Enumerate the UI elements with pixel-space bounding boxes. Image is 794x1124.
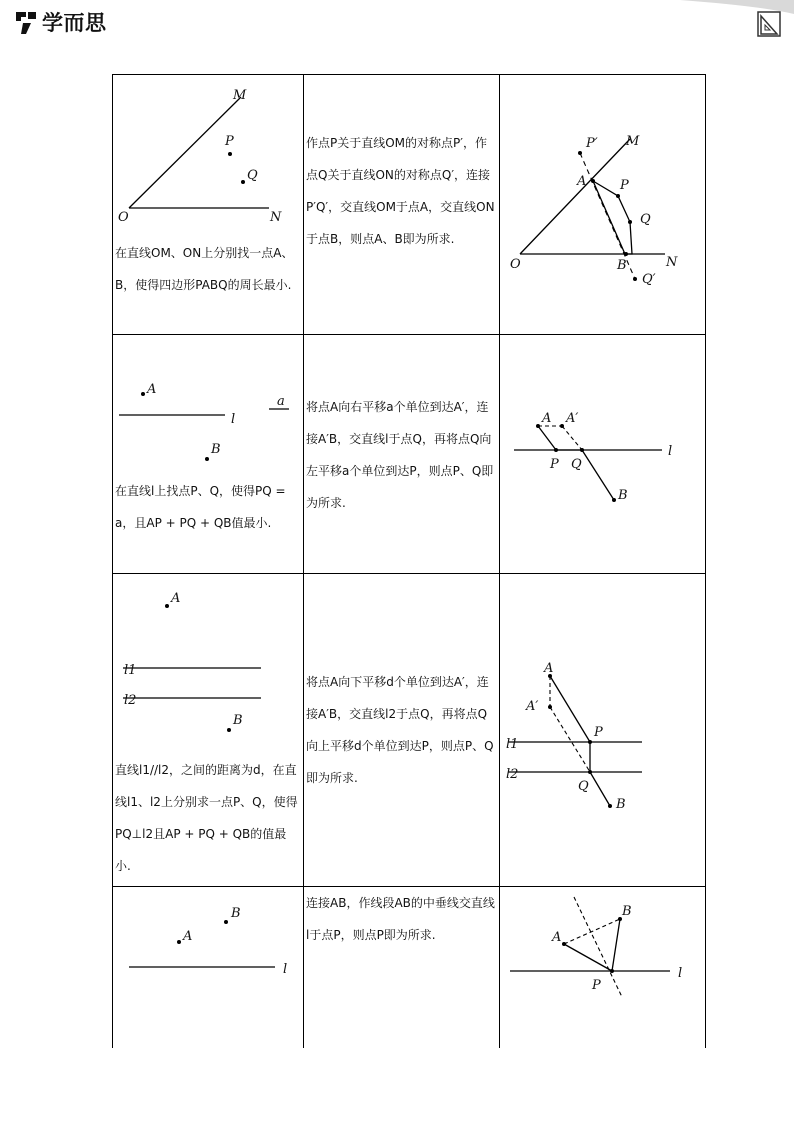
table-row <box>113 887 706 1048</box>
condition-cell <box>113 887 304 1048</box>
table-row <box>113 75 706 335</box>
solution-cell <box>500 75 706 335</box>
method-text: 作点P关于直线OM的对称点P′，作点Q关于直线ON的对称点Q′，连接P′Q′，交直线OM于点A，交直线ON于点B，则点A、B即为所求. <box>306 136 495 246</box>
label-a: a <box>277 394 285 409</box>
problem-figure-reflection <box>113 75 303 230</box>
label-Q: Q <box>578 779 589 794</box>
problem-figure-parallel <box>113 574 303 749</box>
label-B: B <box>617 258 627 273</box>
problem-figure-bisector <box>113 887 303 997</box>
problem-figure-translation <box>113 335 303 475</box>
label-B: B <box>211 442 221 457</box>
label-B: B <box>233 713 243 728</box>
label-N: N <box>270 210 282 225</box>
condition-text: 在直线OM、ON上分别找一点A、B，使得四边形PABQ的周长最小. <box>115 246 294 292</box>
table-row <box>113 335 706 574</box>
label-B: B <box>618 488 628 503</box>
condition-text: 在直线l上找点P、Q，使得PQ = a，且AP + PQ + QB值最小. <box>115 484 290 530</box>
label-P: P <box>225 134 234 149</box>
label-l2: l2 <box>506 767 519 782</box>
label-P: P <box>592 978 601 993</box>
label-l: l <box>668 444 673 459</box>
label-A-prime: A′ <box>526 699 539 714</box>
solution-cell <box>500 574 706 887</box>
logo-text: 学而思 <box>42 11 107 35</box>
label-Q: Q <box>640 212 651 227</box>
label-Q: Q <box>247 168 258 183</box>
solution-figure-translation <box>500 407 705 517</box>
label-P-prime: P′ <box>586 136 598 151</box>
label-M: M <box>626 134 640 149</box>
header-corner-decoration <box>0 0 794 60</box>
solution-figure-parallel <box>500 658 705 828</box>
label-P: P <box>594 725 603 740</box>
method-cell <box>304 75 500 335</box>
label-P: P <box>550 457 559 472</box>
solution-figure-bisector <box>500 889 705 1009</box>
method-cell <box>304 887 500 1048</box>
method-text: 连接AB，作线段AB的中垂线交直线l于点P，则点P即为所求. <box>306 896 495 942</box>
label-Q-prime: Q′ <box>642 272 656 287</box>
label-B: B <box>616 797 626 812</box>
label-l1: l1 <box>506 737 519 752</box>
label-A: A <box>577 174 587 189</box>
label-N: N <box>666 255 678 270</box>
label-O: O <box>510 257 521 272</box>
label-l1: l1 <box>124 663 137 678</box>
table-row <box>113 574 706 887</box>
condition-cell <box>113 335 304 574</box>
label-A: A <box>183 929 193 944</box>
label-l: l <box>678 966 683 981</box>
method-table <box>112 74 706 1048</box>
label-A: A <box>171 591 181 606</box>
label-A: A <box>542 411 552 426</box>
label-A: A <box>544 661 554 676</box>
label-l2: l2 <box>124 693 137 708</box>
method-cell <box>304 574 500 887</box>
label-M: M <box>233 88 247 103</box>
ruler-triangle-icon <box>756 10 784 38</box>
label-A: A <box>552 930 562 945</box>
method-cell <box>304 335 500 574</box>
label-B: B <box>622 904 632 919</box>
condition-cell <box>113 574 304 887</box>
label-l: l <box>231 412 236 427</box>
label-A: A <box>147 382 157 397</box>
condition-text: 直线l1//l2，之间的距离为d，在直线l1、l2上分别求一点P、Q，使得PQ⊥l2且AP + PQ + QB的值最小. <box>115 763 298 873</box>
method-text: 将点A向下平移d个单位到达A′，连接A′B，交直线l2于点Q，再将点Q向上平移d个单位到达P，则点P、Q即为所求. <box>306 675 494 785</box>
label-P: P <box>620 178 629 193</box>
label-O: O <box>118 210 129 225</box>
solution-cell <box>500 887 706 1048</box>
label-A-prime: A′ <box>566 411 579 426</box>
method-text: 将点A向右平移a个单位到达A′，连接A′B，交直线l于点Q，再将点Q向左平移a个单位到达P，则点P、Q即为所求. <box>306 400 494 510</box>
solution-figure-reflection <box>500 129 705 329</box>
label-l: l <box>283 962 288 977</box>
condition-cell <box>113 75 304 335</box>
label-B: B <box>231 906 241 921</box>
label-Q: Q <box>571 457 582 472</box>
solution-cell <box>500 335 706 574</box>
